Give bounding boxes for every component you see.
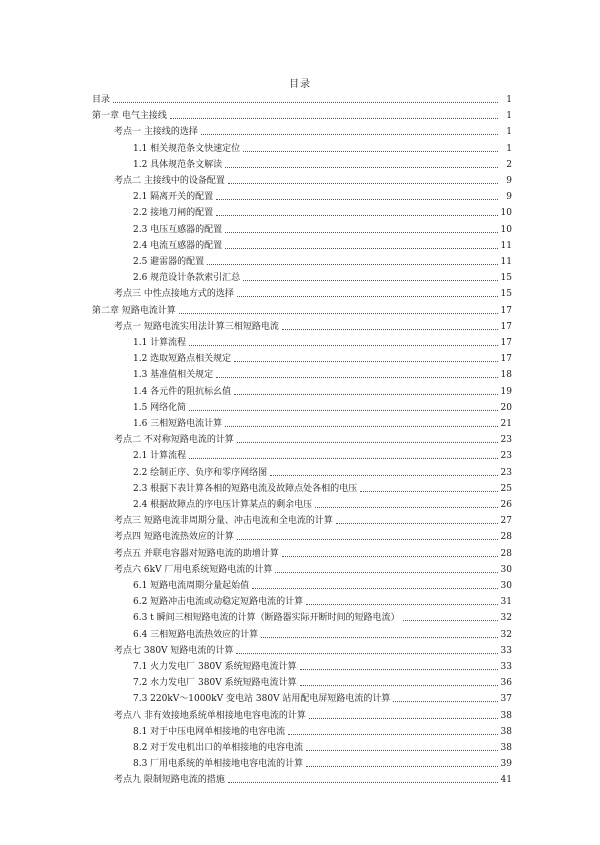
toc-entry-page-number: 20	[500, 402, 512, 413]
toc-entry-page-number: 11	[500, 240, 512, 251]
page-title: 目录	[289, 79, 311, 90]
dot-leader	[315, 507, 498, 508]
toc-entry-title: 1.2 选取短路点相关规定	[133, 354, 232, 365]
toc-entry-title: 考点五 并联电容器对短路电流的助增计算	[114, 548, 279, 559]
toc-entry-title: 2.4 电流互感器的配置	[133, 240, 223, 251]
toc-entry-page-number: 1	[506, 143, 512, 154]
toc-entry-title: 6.3 t 瞬间三相短路电流的计算（断路器实际开断时间的短路电流）	[133, 613, 400, 624]
toc-entry[interactable]	[133, 627, 512, 643]
toc-entry-title: 6.4 三相短路电流热效应的计算	[133, 629, 259, 640]
dot-leader	[189, 410, 498, 411]
toc-entry[interactable]	[114, 708, 512, 724]
toc-entry-page-number: 33	[500, 645, 512, 656]
dot-leader	[189, 458, 498, 459]
toc-entry-page-number: 30	[500, 564, 512, 575]
dot-leader	[234, 361, 498, 362]
toc-entry-page-number: 10	[500, 224, 512, 235]
dot-leader	[306, 604, 498, 605]
toc-entry[interactable]	[133, 578, 512, 594]
dot-leader	[216, 215, 498, 216]
dot-leader	[225, 167, 498, 168]
toc-entry-page-number: 1	[506, 111, 512, 122]
toc-entry[interactable]	[92, 303, 512, 319]
toc-entry-page-number: 9	[506, 176, 512, 186]
dot-leader	[243, 151, 498, 152]
toc-entry-title: 考点三 短路电流非周期分量、冲击电流和全电流的计算	[114, 516, 333, 527]
dot-leader	[234, 394, 498, 395]
toc-entry-title: 1.2 具体规范条文解读	[133, 159, 223, 170]
dot-leader	[300, 669, 498, 670]
dot-leader	[252, 588, 498, 589]
toc-entry[interactable]	[114, 772, 512, 788]
toc-entry[interactable]	[133, 675, 512, 691]
toc-entry-title: 8.2 对于发电机出口的单相接地的电容电流	[133, 743, 304, 753]
dot-leader	[282, 556, 498, 557]
toc-entry-page-number: 21	[500, 419, 512, 429]
dot-leader	[113, 102, 498, 103]
toc-entry[interactable]	[114, 286, 512, 302]
toc-entry[interactable]	[133, 254, 512, 270]
dot-leader	[270, 475, 498, 476]
toc-entry-page-number: 17	[500, 305, 512, 316]
toc-entry-page-number: 17	[500, 354, 512, 365]
toc-entry[interactable]	[133, 497, 512, 513]
toc-entry-title: 1.6 三相短路电流计算	[133, 419, 223, 429]
dot-leader	[228, 183, 498, 184]
dot-leader	[282, 329, 498, 330]
toc-entry-title: 2.3 根据下表计算各相的短路电流及故障点处各相的电压	[133, 483, 358, 494]
toc-entry-page-number: 1	[506, 95, 512, 105]
toc-entry-page-number: 38	[500, 726, 512, 737]
toc-entry-title: 2.1 隔离开关的配置	[133, 192, 214, 203]
toc-entry-title: 7.1 火力发电厂 380V 系统短路电流计算	[133, 662, 297, 672]
toc-entry-page-number: 11	[500, 257, 512, 267]
toc-entry[interactable]	[133, 659, 512, 675]
dot-leader	[237, 442, 498, 443]
toc-entry-title: 考点二 不对称短路电流的计算	[114, 435, 234, 446]
toc-entry[interactable]	[114, 562, 512, 578]
dot-leader	[216, 199, 498, 200]
toc-entry-title: 1.3 基准值相关规定	[133, 370, 214, 381]
dot-leader	[243, 280, 498, 281]
toc-entry-page-number: 17	[500, 338, 512, 348]
toc-entry-title: 8.3 厂用电系统的单相接地电容电流的计算	[133, 759, 304, 770]
toc-entry[interactable]	[133, 157, 512, 173]
toc-entry[interactable]	[133, 448, 512, 464]
dot-leader	[225, 232, 498, 233]
toc-entry[interactable]	[114, 432, 512, 448]
dot-leader	[179, 313, 498, 314]
toc-entry[interactable]	[133, 351, 512, 367]
toc-entry[interactable]	[133, 481, 512, 497]
toc-entry[interactable]	[114, 546, 512, 562]
toc-entry-title: 1.4 各元件的阻抗标幺值	[133, 386, 232, 397]
toc-entry-page-number: 38	[500, 743, 512, 753]
toc-entry[interactable]	[133, 416, 512, 432]
dot-leader	[225, 426, 498, 427]
toc-entry-page-number: 38	[500, 710, 512, 721]
toc-entry[interactable]	[133, 691, 512, 707]
toc-entry[interactable]	[133, 400, 512, 416]
toc-entry[interactable]	[133, 465, 512, 481]
toc-entry-title: 目录	[92, 95, 111, 105]
dot-leader	[306, 750, 498, 751]
toc-entry-title: 7.3 220kV～1000kV 变电站 380V 站用配电屏短路电流的计算	[133, 694, 391, 705]
toc-entry-title: 7.2 水力发电厂 380V 系统短路电流计算	[133, 678, 297, 689]
toc-entry-title: 考点二 主接线中的设备配置	[114, 176, 225, 186]
toc-entry-page-number: 19	[500, 386, 512, 397]
toc-entry-title: 考点四 短路电流热效应的计算	[114, 532, 234, 543]
dot-leader	[288, 734, 498, 735]
toc-entry-page-number: 28	[500, 532, 512, 543]
toc-entry-title: 考点九 限制短路电流的措施	[114, 775, 225, 786]
toc-entry-page-number: 15	[500, 273, 512, 284]
toc-entry-page-number: 36	[500, 678, 512, 689]
toc-entry[interactable]	[114, 529, 512, 545]
toc-entry-title: 考点八 非有效接地系统单相接地电容电流的计算	[114, 710, 306, 721]
toc-entry-title: 6.2 短路冲击电流或动稳定短路电流的计算	[133, 597, 304, 608]
toc-entry-page-number: 27	[500, 516, 512, 527]
dot-leader	[309, 718, 498, 719]
toc-entry-title: 1.1 计算流程	[133, 338, 187, 348]
toc-entry[interactable]	[114, 124, 512, 140]
toc-entry-title: 6.1 短路电流周期分量起始值	[133, 581, 250, 591]
toc-entry-page-number: 31	[500, 597, 512, 608]
toc-entry[interactable]	[92, 108, 512, 124]
toc-entry[interactable]	[133, 740, 512, 756]
toc-entry-page-number: 28	[500, 548, 512, 559]
toc-entry-page-number: 33	[500, 662, 512, 672]
toc-entry[interactable]	[133, 270, 512, 286]
toc-entry[interactable]	[133, 222, 512, 238]
toc-entry-page-number: 37	[500, 694, 512, 705]
dot-leader	[275, 572, 498, 573]
toc-entry-page-number: 23	[500, 435, 512, 446]
dot-leader	[300, 685, 498, 686]
toc-entry-title: 2.6 规范设计条款索引汇总	[133, 273, 241, 284]
toc-entry[interactable]	[133, 189, 512, 205]
toc-entry-page-number: 32	[500, 629, 512, 640]
toc-entry-title: 考点一 主接线的选择	[114, 127, 198, 138]
toc-entry-title: 2.5 避雷器的配置	[133, 257, 205, 267]
toc-entry[interactable]	[133, 384, 512, 400]
dot-leader	[393, 701, 498, 702]
toc-entry-title: 考点六 6kV 厂用电系统短路电流的计算	[114, 564, 273, 575]
toc-entry[interactable]	[133, 756, 512, 772]
toc-entry-title: 2.2 绘制正序、负序和零序网络图	[133, 467, 268, 478]
toc-entry-page-number: 9	[506, 192, 512, 203]
toc-entry[interactable]	[133, 724, 512, 740]
dot-leader	[261, 637, 498, 638]
dot-leader	[237, 296, 498, 297]
toc-entry-title: 考点三 中性点接地方式的选择	[114, 289, 234, 300]
toc-entry[interactable]	[133, 594, 512, 610]
toc-entry-title: 1.5 网络化简	[133, 402, 187, 413]
toc-entry[interactable]	[133, 335, 512, 351]
toc-entry-title: 第一章 电气主接线	[92, 111, 167, 122]
dot-leader	[207, 264, 498, 265]
dot-leader	[201, 134, 498, 135]
toc-entry[interactable]	[114, 643, 512, 659]
toc-entry[interactable]	[114, 319, 512, 335]
toc-entry-page-number: 26	[500, 500, 512, 510]
toc-entry-page-number: 17	[500, 321, 512, 332]
toc-entry-page-number: 2	[506, 159, 512, 170]
toc-entry-title: 2.3 电压互感器的配置	[133, 224, 223, 235]
toc-entry-page-number: 15	[500, 289, 512, 300]
toc-entry[interactable]	[92, 92, 512, 108]
toc-entry-title: 第二章 短路电流计算	[92, 305, 176, 316]
toc-entry[interactable]	[114, 173, 512, 189]
toc-entry-page-number: 10	[500, 208, 512, 219]
toc-entry-page-number: 30	[500, 581, 512, 591]
toc-entry-page-number: 23	[500, 451, 512, 462]
toc-entry[interactable]	[133, 367, 512, 383]
toc-entry-page-number: 41	[500, 775, 512, 786]
dot-leader	[236, 653, 498, 654]
toc-entry-title: 考点一 短路电流实用法计算三相短路电流	[114, 321, 279, 332]
dot-leader	[216, 377, 498, 378]
toc-entry-page-number: 25	[500, 483, 512, 494]
toc-entry-title: 2.1 计算流程	[133, 451, 187, 462]
dot-leader	[306, 766, 498, 767]
toc-entry-title: 2.4 根据故障点的序电压计算某点的剩余电压	[133, 500, 313, 510]
dot-leader	[237, 539, 498, 540]
toc-entry-title: 8.1 对于中压电网单相接地的电容电流	[133, 726, 286, 737]
toc-entry[interactable]	[133, 238, 512, 254]
toc-entry-title: 1.1 相关规范条文快速定位	[133, 143, 241, 154]
dot-leader	[336, 523, 498, 524]
toc-entry[interactable]	[133, 205, 512, 221]
toc-entry[interactable]	[114, 513, 512, 529]
toc-entry-title: 考点七 380V 短路电流的计算	[114, 645, 234, 656]
toc-entry-page-number: 32	[500, 613, 512, 624]
dot-leader	[189, 345, 498, 346]
dot-leader	[225, 248, 498, 249]
toc-entry-title: 2.2 接地刀闸的配置	[133, 208, 214, 219]
dot-leader	[228, 782, 498, 783]
toc-entry[interactable]	[133, 610, 512, 626]
toc-entry-page-number: 1	[506, 127, 512, 138]
toc-entry-page-number: 39	[500, 759, 512, 770]
toc-entry[interactable]	[133, 141, 512, 157]
dot-leader	[360, 491, 498, 492]
dot-leader	[403, 620, 498, 621]
toc-entry-page-number: 18	[500, 370, 512, 381]
toc-entry-page-number: 23	[500, 467, 512, 478]
dot-leader	[170, 118, 498, 119]
